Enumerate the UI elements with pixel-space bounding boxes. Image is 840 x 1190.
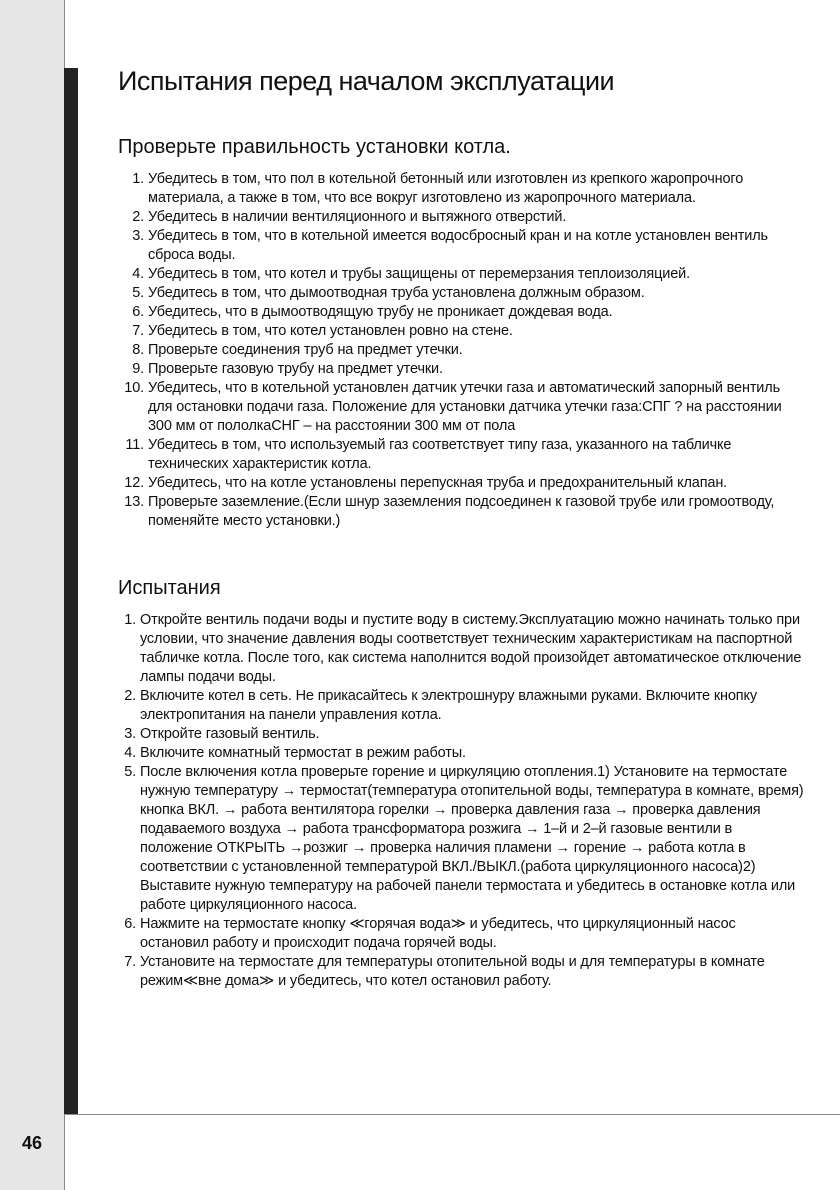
list-item [118, 687, 808, 725]
list-item-number: 9. [132, 361, 144, 377]
list-item [118, 953, 808, 991]
list-item-text: Убедитесь в наличии вентиляционного и вытяжного отверстий. [148, 209, 567, 225]
list-item-number: 6. [124, 916, 136, 932]
list-item [118, 322, 808, 341]
list-item-number: 7. [132, 323, 144, 339]
list-item [118, 436, 808, 474]
list-item-text: Убедитесь в том, что котел и трубы защищены от перемерзания теплоизоляцией. [148, 266, 690, 282]
list-item-number: 11. [125, 437, 144, 453]
list-item-text: Нажмите на термостате кнопку ≪горячая вода≫ и убедитесь, что циркуляционный насос остановил работу и происходит подача горячей воды. [140, 916, 736, 951]
list-item-text: Включите котел в сеть. Не прикасайтесь к электрошнуру влажными руками. Включите кнопку электропитания на панели управления котла. [140, 688, 757, 723]
list-item-number: 12. [124, 475, 144, 491]
list-item [118, 744, 808, 763]
list-item-number: 2. [132, 209, 144, 225]
list-item-number: 1. [124, 612, 136, 628]
list-item [118, 915, 808, 953]
list-item-text: Убедитесь в том, что дымоотводная труба установлена должным образом. [148, 285, 645, 301]
list-item-text: Убедитесь, что в котельной установлен датчик утечки газа и автоматический запорный вентиль для остановки подачи газа. Положение для установки датчика утечки газа:СПГ ? на расстоянии 300 мм от пололкаСНГ – на расстоянии 300 мм от пола [148, 380, 782, 434]
list-item-text: Включите комнатный термостат в режим работы. [140, 745, 466, 761]
page-number: 46 [22, 1133, 43, 1153]
list-item-text: Убедитесь в том, что котел установлен ровно на стене. [148, 323, 513, 339]
list-item [118, 493, 808, 531]
list-item-text: Проверьте заземление.(Если шнур заземления подсоединен к газовой трубе или громоотводу, поменяйте место установки.) [148, 494, 775, 529]
list-item-number: 4. [132, 266, 144, 282]
list-item [118, 611, 808, 687]
list-item-number: 8. [132, 342, 144, 358]
list-item-number: 5. [132, 285, 144, 301]
page-accent-bar [64, 68, 78, 1114]
page-content [118, 64, 808, 991]
footer-rule [64, 1114, 840, 1115]
list-item-number: 1. [132, 171, 144, 187]
list-item [118, 303, 808, 322]
list-item [118, 265, 808, 284]
list-item [118, 725, 808, 744]
installation-checklist [118, 170, 808, 531]
test-procedure-list [118, 611, 808, 991]
list-item-text: Проверьте соединения труб на предмет утечки. [148, 342, 463, 358]
list-item-text: После включения котла проверьте горение и циркуляцию отопления.1) Установите на термостате нужную температуру → термостат(температура отопительной воды, температура в комнате, время) кнопка ВКЛ. → работа вентилятора горелки → проверка давления газа → проверка давления подаваемого воздуха → работа трансформатора розжига → 1–й и 2–й газовые вентили в положение ОТКРЫТЬ →розжиг → проверка наличия пламени → горение → работа котла в соответствии с установленной температурой ВКЛ./ВЫКЛ.(работа циркуляционного насоса)2) Выставите нужную температуру на рабочей панели термостата и убедитесь в остановке котла или работе циркуляционного насоса. [140, 764, 804, 913]
list-item-text: Откройте вентиль подачи воды и пустите воду в систему.Эксплуатацию можно начинать только при условии, что значение давления воды соответствует техническим характеристикам на паспортной табличке котла. После того, как система наполнится водой произойдет автоматическое отключение лампы подачи воды. [140, 612, 802, 685]
list-item [118, 208, 808, 227]
list-item-number: 2. [124, 688, 136, 704]
list-item-number: 3. [124, 726, 136, 742]
page-margin-strip [0, 0, 65, 1190]
list-item-number: 6. [132, 304, 144, 320]
list-item-text: Проверьте газовую трубу на предмет утечки. [148, 361, 443, 377]
list-item [118, 170, 808, 208]
list-item [118, 341, 808, 360]
list-item-number: 10. [124, 380, 144, 396]
list-item-number: 3. [132, 228, 144, 244]
list-item-number: 13. [124, 494, 144, 510]
list-item-text: Убедитесь в том, что используемый газ соответствует типу газа, указанного на табличке технических характеристик котла. [148, 437, 732, 472]
list-item [118, 474, 808, 493]
section-heading-tests: Испытания [118, 577, 221, 599]
list-item [118, 284, 808, 303]
list-item-text: Установите на термостате для температуры отопительной воды и для температуры в комнате режим≪вне дома≫ и убедитесь, что котел остановил работу. [140, 954, 765, 989]
list-item [118, 763, 808, 915]
list-item-text: Откройте газовый вентиль. [140, 726, 320, 742]
list-item-number: 4. [124, 745, 136, 761]
list-item-number: 7. [124, 954, 136, 970]
list-item [118, 227, 808, 265]
list-item-text: Убедитесь, что в дымоотводящую трубу не проникает дождевая вода. [148, 304, 613, 320]
page-title: Испытания перед началом эксплуатации [118, 66, 615, 96]
list-item-number: 5. [124, 764, 136, 780]
list-item-text: Убедитесь в том, что пол в котельной бетонный или изготовлен из крепкого жаропрочного материала, а также в том, что все вокруг изготовлено из жаропрочного материала. [148, 171, 744, 206]
list-item-text: Убедитесь, что на котле установлены перепускная труба и предохранительный клапан. [148, 475, 728, 491]
list-item-text: Убедитесь в том, что в котельной имеется водосбросный кран и на котле установлен вентиль сброса воды. [148, 228, 768, 263]
list-item [118, 360, 808, 379]
list-item [118, 379, 808, 436]
section-heading-installation-check: Проверьте правильность установки котла. [118, 136, 511, 158]
